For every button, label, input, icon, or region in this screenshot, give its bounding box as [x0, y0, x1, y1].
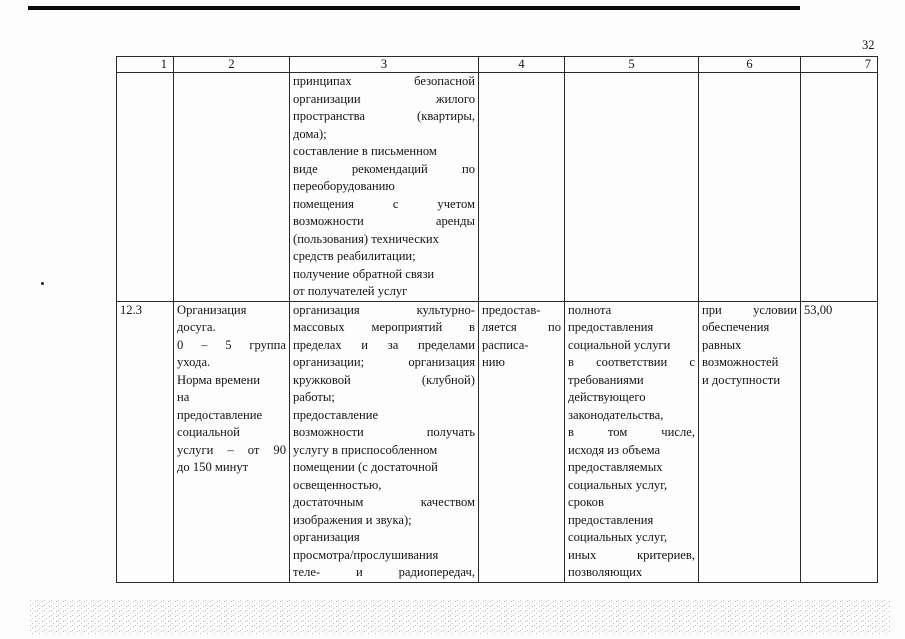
table-cell-empty	[699, 73, 801, 302]
text-line: равных	[702, 337, 742, 352]
text-line: организация культурно-	[293, 302, 475, 317]
text-line: просмотра/прослушивания	[293, 547, 439, 562]
text-line: предоставления	[568, 512, 654, 527]
scan-top-edge	[28, 6, 800, 10]
text-line: организация	[293, 530, 360, 544]
text-line: предоставления	[568, 320, 654, 334]
text-line: услуги – от 90	[177, 442, 286, 457]
text-line: обеспечения	[702, 320, 770, 334]
text-line: социальных услуг,	[568, 477, 668, 492]
service-name-cell	[174, 301, 290, 582]
table-row	[117, 73, 878, 302]
text-line: от получателей услуг	[293, 284, 408, 298]
continuation-description-cell	[290, 73, 479, 302]
text-line: организации; организация	[293, 355, 475, 369]
text-line: законодательства,	[568, 407, 664, 422]
header-cell: 3	[290, 57, 479, 73]
text-line: услугу в приспособленном	[293, 442, 438, 457]
text-line: предоставление	[177, 407, 263, 422]
page-number: 32	[862, 38, 875, 52]
text-line: при условии	[702, 302, 797, 317]
text-line: до 150 минут	[177, 460, 249, 474]
text-line: пределах и за пределами	[293, 337, 475, 352]
text-line: в том числе,	[568, 425, 695, 439]
table-cell-empty	[565, 73, 699, 302]
text-line: возможностей	[702, 355, 779, 369]
scan-speck	[41, 282, 44, 285]
text-line: освещенностью,	[293, 477, 382, 492]
table-cell-empty	[479, 73, 565, 302]
text-line: переоборудованию	[293, 179, 395, 193]
text-line: организации жилого	[293, 91, 475, 106]
text-line: достаточным качеством	[293, 495, 475, 509]
text-line: позволяющих	[568, 565, 643, 579]
text-line: составление в письменном	[293, 144, 437, 158]
text-line: принципах безопасной	[293, 74, 475, 88]
text-line: возможности получать	[293, 425, 475, 439]
text-line: изображения и звука);	[293, 512, 412, 527]
text-line: социальных услуг,	[568, 530, 668, 544]
text-line: и доступности	[702, 372, 781, 387]
text-line: теле- и радиопередач,	[293, 565, 475, 579]
text-line: предоставление	[293, 407, 379, 422]
text-line: дома);	[293, 126, 327, 141]
header-cell: 4	[479, 57, 565, 73]
services-table	[116, 56, 878, 583]
text-line: иных критериев,	[568, 547, 695, 562]
table-cell-empty	[801, 73, 878, 302]
scan-noise-strip	[0, 596, 905, 639]
table-cell-empty	[117, 73, 174, 302]
header-cell: 7	[801, 57, 878, 73]
text-line: социальной услуги	[568, 337, 671, 352]
text-line: работы;	[293, 390, 335, 404]
text-line: 0 – 5 группа	[177, 337, 286, 352]
table-row	[117, 301, 878, 582]
text-line: ляется по	[482, 320, 561, 334]
table-header-row	[117, 57, 878, 73]
text-line: помещения с учетом	[293, 196, 475, 211]
header-cell: 2	[174, 57, 290, 73]
header-cell: 1	[117, 57, 174, 73]
text-line: в соответствии с	[568, 355, 695, 369]
text-line: получение обратной связи	[293, 266, 435, 281]
text-line: средств реабилитации;	[293, 249, 416, 263]
conditions-cell	[699, 301, 801, 582]
text-line: социальной	[177, 425, 240, 439]
header-cell: 5	[565, 57, 699, 73]
text-line: действующего	[568, 390, 646, 404]
text-line: требованиями	[568, 372, 644, 387]
quality-indicators-cell	[565, 301, 699, 582]
text-line: досуга.	[177, 320, 216, 334]
text-line: нию	[482, 355, 505, 369]
text-line: помещении (с достаточной	[293, 460, 438, 474]
text-line: кружковой (клубной)	[293, 372, 475, 387]
text-line: возможности аренды	[293, 214, 475, 228]
table-cell-empty	[174, 73, 290, 302]
text-line: пространства (квартиры,	[293, 109, 475, 123]
text-line: виде рекомендаций по	[293, 161, 475, 176]
text-line: Норма времени	[177, 372, 260, 387]
frequency-cell	[479, 301, 565, 582]
text-line: расписа-	[482, 337, 529, 352]
text-line: исходя из объема	[568, 442, 661, 457]
text-line: предостав-	[482, 302, 541, 317]
price-cell: 53,00	[801, 301, 878, 582]
text-line: ухода.	[177, 355, 211, 369]
service-description-cell	[290, 301, 479, 582]
text-line: на	[177, 390, 190, 404]
text-line: полнота	[568, 302, 612, 317]
text-line: предоставляемых	[568, 460, 663, 474]
text-line: массовых мероприятий в	[293, 320, 475, 334]
text-line: (пользования) технических	[293, 231, 439, 246]
text-line: Организация	[177, 302, 247, 317]
header-cell: 6	[699, 57, 801, 73]
row-number-cell: 12.3	[117, 301, 174, 582]
text-line: сроков	[568, 495, 604, 509]
